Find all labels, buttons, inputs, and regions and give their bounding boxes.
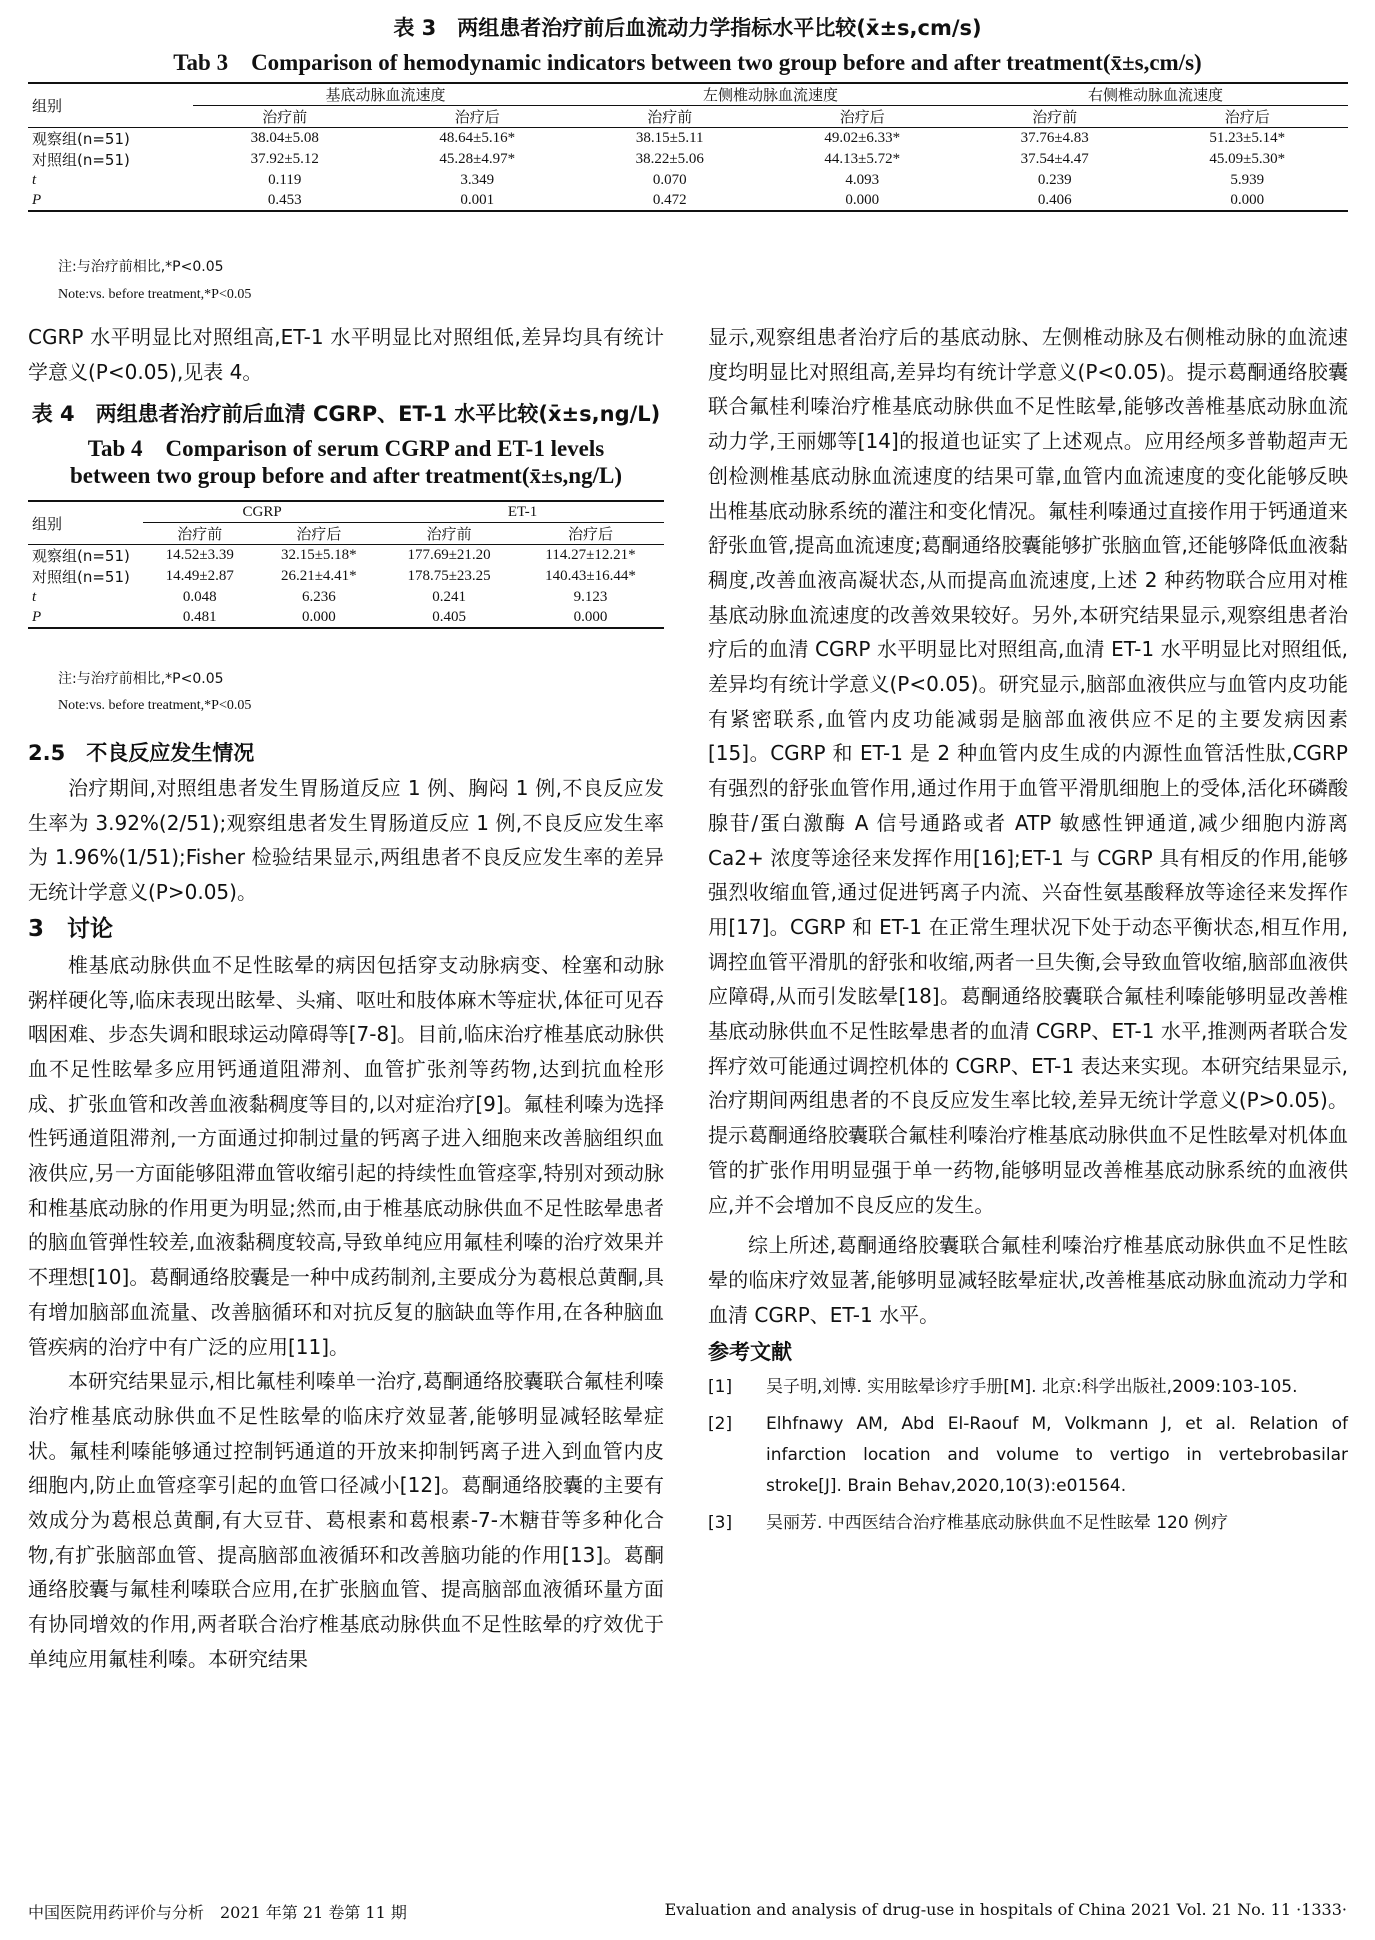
- table-row: [28, 128, 1348, 150]
- table3-row-header: 组别: [32, 97, 63, 115]
- table-cell: 6.236: [301, 588, 336, 605]
- footer-journal-en: Evaluation and analysis of drug-use in hospitals of China 2021 Vol. 21 No. 11 ·1333·: [664, 1900, 1347, 1919]
- table3-sub-header: 治疗后: [1224, 108, 1270, 126]
- references-heading: 参考文献: [708, 1340, 792, 1365]
- table3-group-basilar: 基底动脉血流速度: [193, 83, 578, 106]
- table-cell: 0.406: [1037, 191, 1072, 208]
- left-column-body: [28, 735, 664, 1677]
- table3-sub-header: 治疗前: [262, 108, 308, 126]
- table-row: [28, 607, 664, 628]
- table-cell: 0.481: [182, 608, 217, 625]
- table3-sub-header: 治疗前: [647, 108, 693, 126]
- table-cell: 0.001: [460, 191, 495, 208]
- table4-sub-header: 治疗前: [177, 525, 223, 543]
- right-column: [708, 320, 1348, 1545]
- table4-row-header: 组别: [32, 514, 63, 533]
- table3-group-left-vertebral: 左侧椎动脉血流速度: [578, 83, 963, 106]
- table-cell: 45.28±4.97*: [439, 151, 516, 167]
- table-cell: 14.49±2.87: [165, 568, 234, 584]
- left-column-top: [28, 320, 664, 389]
- table4-note-cn: 注:与治疗前相比,*P<0.05: [58, 671, 224, 687]
- table-cell: 0.000: [1230, 191, 1265, 208]
- list-item: [708, 1372, 1348, 1403]
- row-label: 对照组(n=51): [32, 151, 130, 169]
- table3-caption-cn: 表 3 两组患者治疗前后血流动力学指标水平比较(x̄±s,cm/s): [393, 16, 982, 40]
- paragraph: 显示,观察组患者治疗后的基底动脉、左侧椎动脉及右侧椎动脉的血流速度均明显比对照组高,差异均有统计学意义(P<0.05)。提示葛酮通络胶囊联合氟桂利嗪治疗椎基底动脉供血不足性眩晕,能够改善椎基底动脉血流动力学,王丽娜等[14]的报道也证实了上述观点。应用经颅多普勒超声无创检测椎基底动脉血流速度的结果可靠,血管内血流速度的变化能够反映出椎基底动脉系统的灌注和变化情况。氟桂利嗪通过直接作用于钙通道来舒张血管,提高血流速度;葛酮通络胶囊能够扩张脑血管,还能够降低血液黏稠度,改善血液高凝状态,从而提高血流速度,上述 2 种药物联合应用对椎基底动脉血流速度的改善效果较好。另外,本研究结果显示,观察组患者治疗后的血清 CGRP 水平明显比对照组高,血清 ET-1 水平明显比对照组低,差异均有统计学意义(P<0.05)。研究显示,脑部血液供应与血管内皮功能有紧密联系,血管内皮功能减弱是脑部血液供应不足的主要发病因素[15]。CGRP 和 ET-1 是 2 种血管内皮生成的内源性血管活性肽,CGRP 有强烈的舒张血管作用,通过作用于血管平滑肌细胞上的受体,活化环磷酸腺苷/蛋白激酶 A 信号通路或者 ATP 敏感性钾通道,减少细胞内游离 Ca2+ 浓度等途径来发挥作用[16];ET-1 与 CGRP 具有相反的作用,能够强烈收缩血管,通过促进钙离子内流、兴奋性氨基酸释放等途径来发挥作用[17]。CGRP 和 ET-1 在正常生理状况下处于动态平衡状态,相互作用,调控血管平滑肌的舒张和收缩,两者一旦失衡,会导致血管收缩,脑部血液供应障碍,从而引发眩晕[18]。葛酮通络胶囊联合氟桂利嗪能够明显改善椎基底动脉供血不足性眩晕患者的血清 CGRP、ET-1 水平,推测两者联合发挥疗效可能通过调控机体的 CGRP、ET-1 表达来实现。本研究结果显示,治疗期间两组患者的不良反应发生率比较,差异无统计学意义(P>0.05)。提示葛酮通络胶囊联合氟桂利嗪治疗椎基底动脉供血不足性眩晕对机体血管的扩张作用明显强于单一药物,能够明显改善椎基底动脉系统的血液供应,并不会增加不良反应的发生。: [708, 325, 1348, 1217]
- table-cell: 49.02±6.33*: [824, 130, 901, 146]
- table-cell: 0.405: [432, 608, 466, 625]
- table3-group-right-vertebral: 右侧椎动脉血流速度: [963, 83, 1348, 106]
- table-cell: 177.69±21.20: [407, 547, 491, 563]
- reference-list: [708, 1372, 1348, 1539]
- table3-note-en: Note:vs. before treatment,*P<0.05: [58, 287, 252, 302]
- table-cell: 44.13±5.72*: [824, 151, 901, 167]
- table-cell: 38.22±5.06: [635, 151, 704, 167]
- table-cell: 0.048: [182, 588, 217, 605]
- section-heading: 2.5 不良反应发生情况: [28, 741, 255, 765]
- table-cell: 37.92±5.12: [250, 151, 319, 167]
- table-cell: 0.000: [301, 608, 336, 625]
- list-item: [708, 1409, 1348, 1502]
- table-cell: 114.27±12.21*: [545, 547, 636, 563]
- table-cell: 0.000: [845, 191, 880, 208]
- table-cell: 37.54±4.47: [1020, 151, 1089, 167]
- list-item: [708, 1508, 1348, 1539]
- row-label: P: [32, 608, 42, 625]
- table-cell: 5.939: [1230, 171, 1265, 188]
- paragraph: 椎基底动脉供血不足性眩晕的病因包括穿支动脉病变、栓塞和动脉粥样硬化等,临床表现出眩晕、头痛、呕吐和肢体麻木等症状,体征可见吞咽困难、步态失调和眼球运动障碍等[7-8]。目前,临床治疗椎基底动脉供血不足性眩晕多应用钙通道阻滞剂、血管扩张剂等药物,达到抗血栓形成、扩张血管和改善血液黏稠度等目的,以对症治疗[9]。氟桂利嗪为选择性钙通道阻滞剂,一方面通过抑制过量的钙离子进入细胞来改善脑组织血液供应,另一方面能够阻滞血管收缩引起的持续性血管痉挛,特别对颈动脉和椎基底动脉的作用更为明显;然而,由于椎基底动脉供血不足性眩晕患者的脑血管弹性较差,血液黏稠度较高,导致单纯应用氟桂利嗪的治疗效果并不理想[10]。葛酮通络胶囊是一种中成药制剂,主要成分为葛根总黄酮,具有增加脑部血流量、改善脑循环和对抗反复的脑缺血等作用,在各种脑血管疾病的治疗中有广泛的应用[11]。: [28, 952, 664, 1359]
- table-cell: 0.119: [268, 171, 302, 188]
- table-cell: 140.43±16.44*: [545, 568, 636, 584]
- table4-group-et1: ET-1: [381, 501, 664, 523]
- table-cell: 37.76±4.83: [1020, 130, 1089, 146]
- table4-group-cgrp: CGRP: [143, 501, 381, 523]
- table-row: [28, 587, 664, 607]
- reference-text: 吴子明,刘博. 实用眩晕诊疗手册[M]. 北京:科学出版社,2009:103-105.: [766, 1377, 1298, 1398]
- reference-number: [1]: [708, 1377, 733, 1398]
- table4-sub-header: 治疗后: [296, 525, 342, 543]
- table-cell: 0.472: [652, 191, 687, 208]
- table-row: [28, 566, 664, 587]
- table-cell: 45.09±5.30*: [1209, 151, 1286, 167]
- table-cell: 38.04±5.08: [250, 130, 319, 146]
- table-cell: 0.239: [1037, 171, 1072, 188]
- row-label: P: [32, 191, 42, 208]
- table-cell: 32.15±5.18*: [280, 547, 357, 563]
- table-row: [28, 545, 664, 567]
- paragraph: CGRP 水平明显比对照组高,ET-1 水平明显比对照组低,差异均具有统计学意义(P<0.05),见表 4。: [28, 325, 664, 384]
- section-heading: 3 讨论: [28, 915, 114, 942]
- table4-caption-en-2: between two group before and after treatment(x̄±s,ng/L): [70, 463, 622, 488]
- table3-sub-header: 治疗前: [1032, 108, 1078, 126]
- table3-caption-en: Tab 3 Comparison of hemodynamic indicators between two group before and after treatment(x̄±s,cm/s): [173, 50, 1202, 75]
- table3-sub-header: 治疗后: [454, 108, 500, 126]
- table4-sub-header: 治疗后: [567, 525, 613, 543]
- table4-sub-header: 治疗前: [426, 525, 472, 543]
- table-cell: 26.21±4.41*: [280, 568, 357, 584]
- table4: [28, 500, 664, 629]
- reference-number: [2]: [708, 1414, 733, 1435]
- table4-caption-cn: 表 4 两组患者治疗前后血清 CGRP、ET-1 水平比较(x̄±s,ng/L): [31, 402, 661, 426]
- table-row: [28, 190, 1348, 211]
- row-label: 观察组(n=51): [32, 547, 130, 565]
- table3-note-cn: 注:与治疗前相比,*P<0.05: [58, 259, 224, 275]
- table3-sub-header: 治疗后: [839, 108, 885, 126]
- table-cell: 0.070: [652, 171, 687, 188]
- footer-journal-cn: 中国医院用药评价与分析 2021 年第 21 卷第 11 期: [28, 1903, 407, 1922]
- table-cell: 4.093: [845, 171, 880, 188]
- reference-text: 吴丽芳. 中西医结合治疗椎基底动脉供血不足性眩晕 120 例疗: [766, 1513, 1229, 1534]
- paragraph: 治疗期间,对照组患者发生胃肠道反应 1 例、胸闷 1 例,不良反应发生率为 3.92%(2/51);观察组患者发生胃肠道反应 1 例,不良反应发生率为 1.96%(1/51);Fisher 检验结果显示,两组患者不良反应发生率的差异无统计学意义(P>0.05)。: [28, 776, 664, 905]
- table4-note-en: Note:vs. before treatment,*P<0.05: [58, 698, 252, 713]
- table-cell: 3.349: [460, 171, 495, 188]
- reference-number: [3]: [708, 1513, 733, 1534]
- table-row: [28, 149, 1348, 170]
- paragraph: 综上所述,葛酮通络胶囊联合氟桂利嗪治疗椎基底动脉供血不足性眩晕的临床疗效显著,能够明显减轻眩晕症状,改善椎基底动脉血流动力学和血清 CGRP、ET-1 水平。: [708, 1233, 1348, 1327]
- row-label: t: [32, 171, 37, 188]
- table-cell: 14.52±3.39: [165, 547, 234, 563]
- table4-caption-en-1: Tab 4 Comparison of serum CGRP and ET-1 levels: [87, 436, 605, 461]
- table-cell: 178.75±23.25: [407, 568, 491, 584]
- table-cell: 0.241: [432, 588, 466, 605]
- table-cell: 9.123: [573, 588, 608, 605]
- table-row: [28, 170, 1348, 190]
- reference-text: Elhfnawy AM, Abd El-Raouf M, Volkmann J, et al. Relation of infarction location and volume to vertigo in vertebrobasilar stroke[J]. Brain Behav,2020,10(3):e01564.: [766, 1414, 1348, 1497]
- paragraph: 本研究结果显示,相比氟桂利嗪单一治疗,葛酮通络胶囊联合氟桂利嗪治疗椎基底动脉供血不足性眩晕的临床疗效显著,能够明显减轻眩晕症状。氟桂利嗪能够通过控制钙通道的开放来抑制钙离子进入到血管内皮细胞内,防止血管痉挛引起的血管口径减小[12]。葛酮通络胶囊的主要有效成分为葛根总黄酮,有大豆苷、葛根素和葛根素-7-木糖苷等多种化合物,有扩张脑部血管、提高脑部血液循环和改善脑功能的作用[13]。葛酮通络胶囊与氟桂利嗪联合应用,在扩张脑血管、提高脑部血液循环量方面有协同增效的作用,两者联合治疗椎基底动脉供血不足性眩晕的疗效优于单纯应用氟桂利嗪。本研究结果: [28, 1369, 664, 1671]
- table-cell: 48.64±5.16*: [439, 130, 516, 146]
- table-cell: 38.15±5.11: [635, 130, 704, 146]
- row-label: 观察组(n=51): [32, 130, 130, 148]
- row-label: 对照组(n=51): [32, 568, 130, 586]
- row-label: t: [32, 588, 37, 605]
- table-cell: 0.000: [573, 608, 608, 625]
- table3: [28, 82, 1348, 212]
- table-cell: 51.23±5.14*: [1209, 130, 1286, 146]
- table-cell: 0.453: [267, 191, 302, 208]
